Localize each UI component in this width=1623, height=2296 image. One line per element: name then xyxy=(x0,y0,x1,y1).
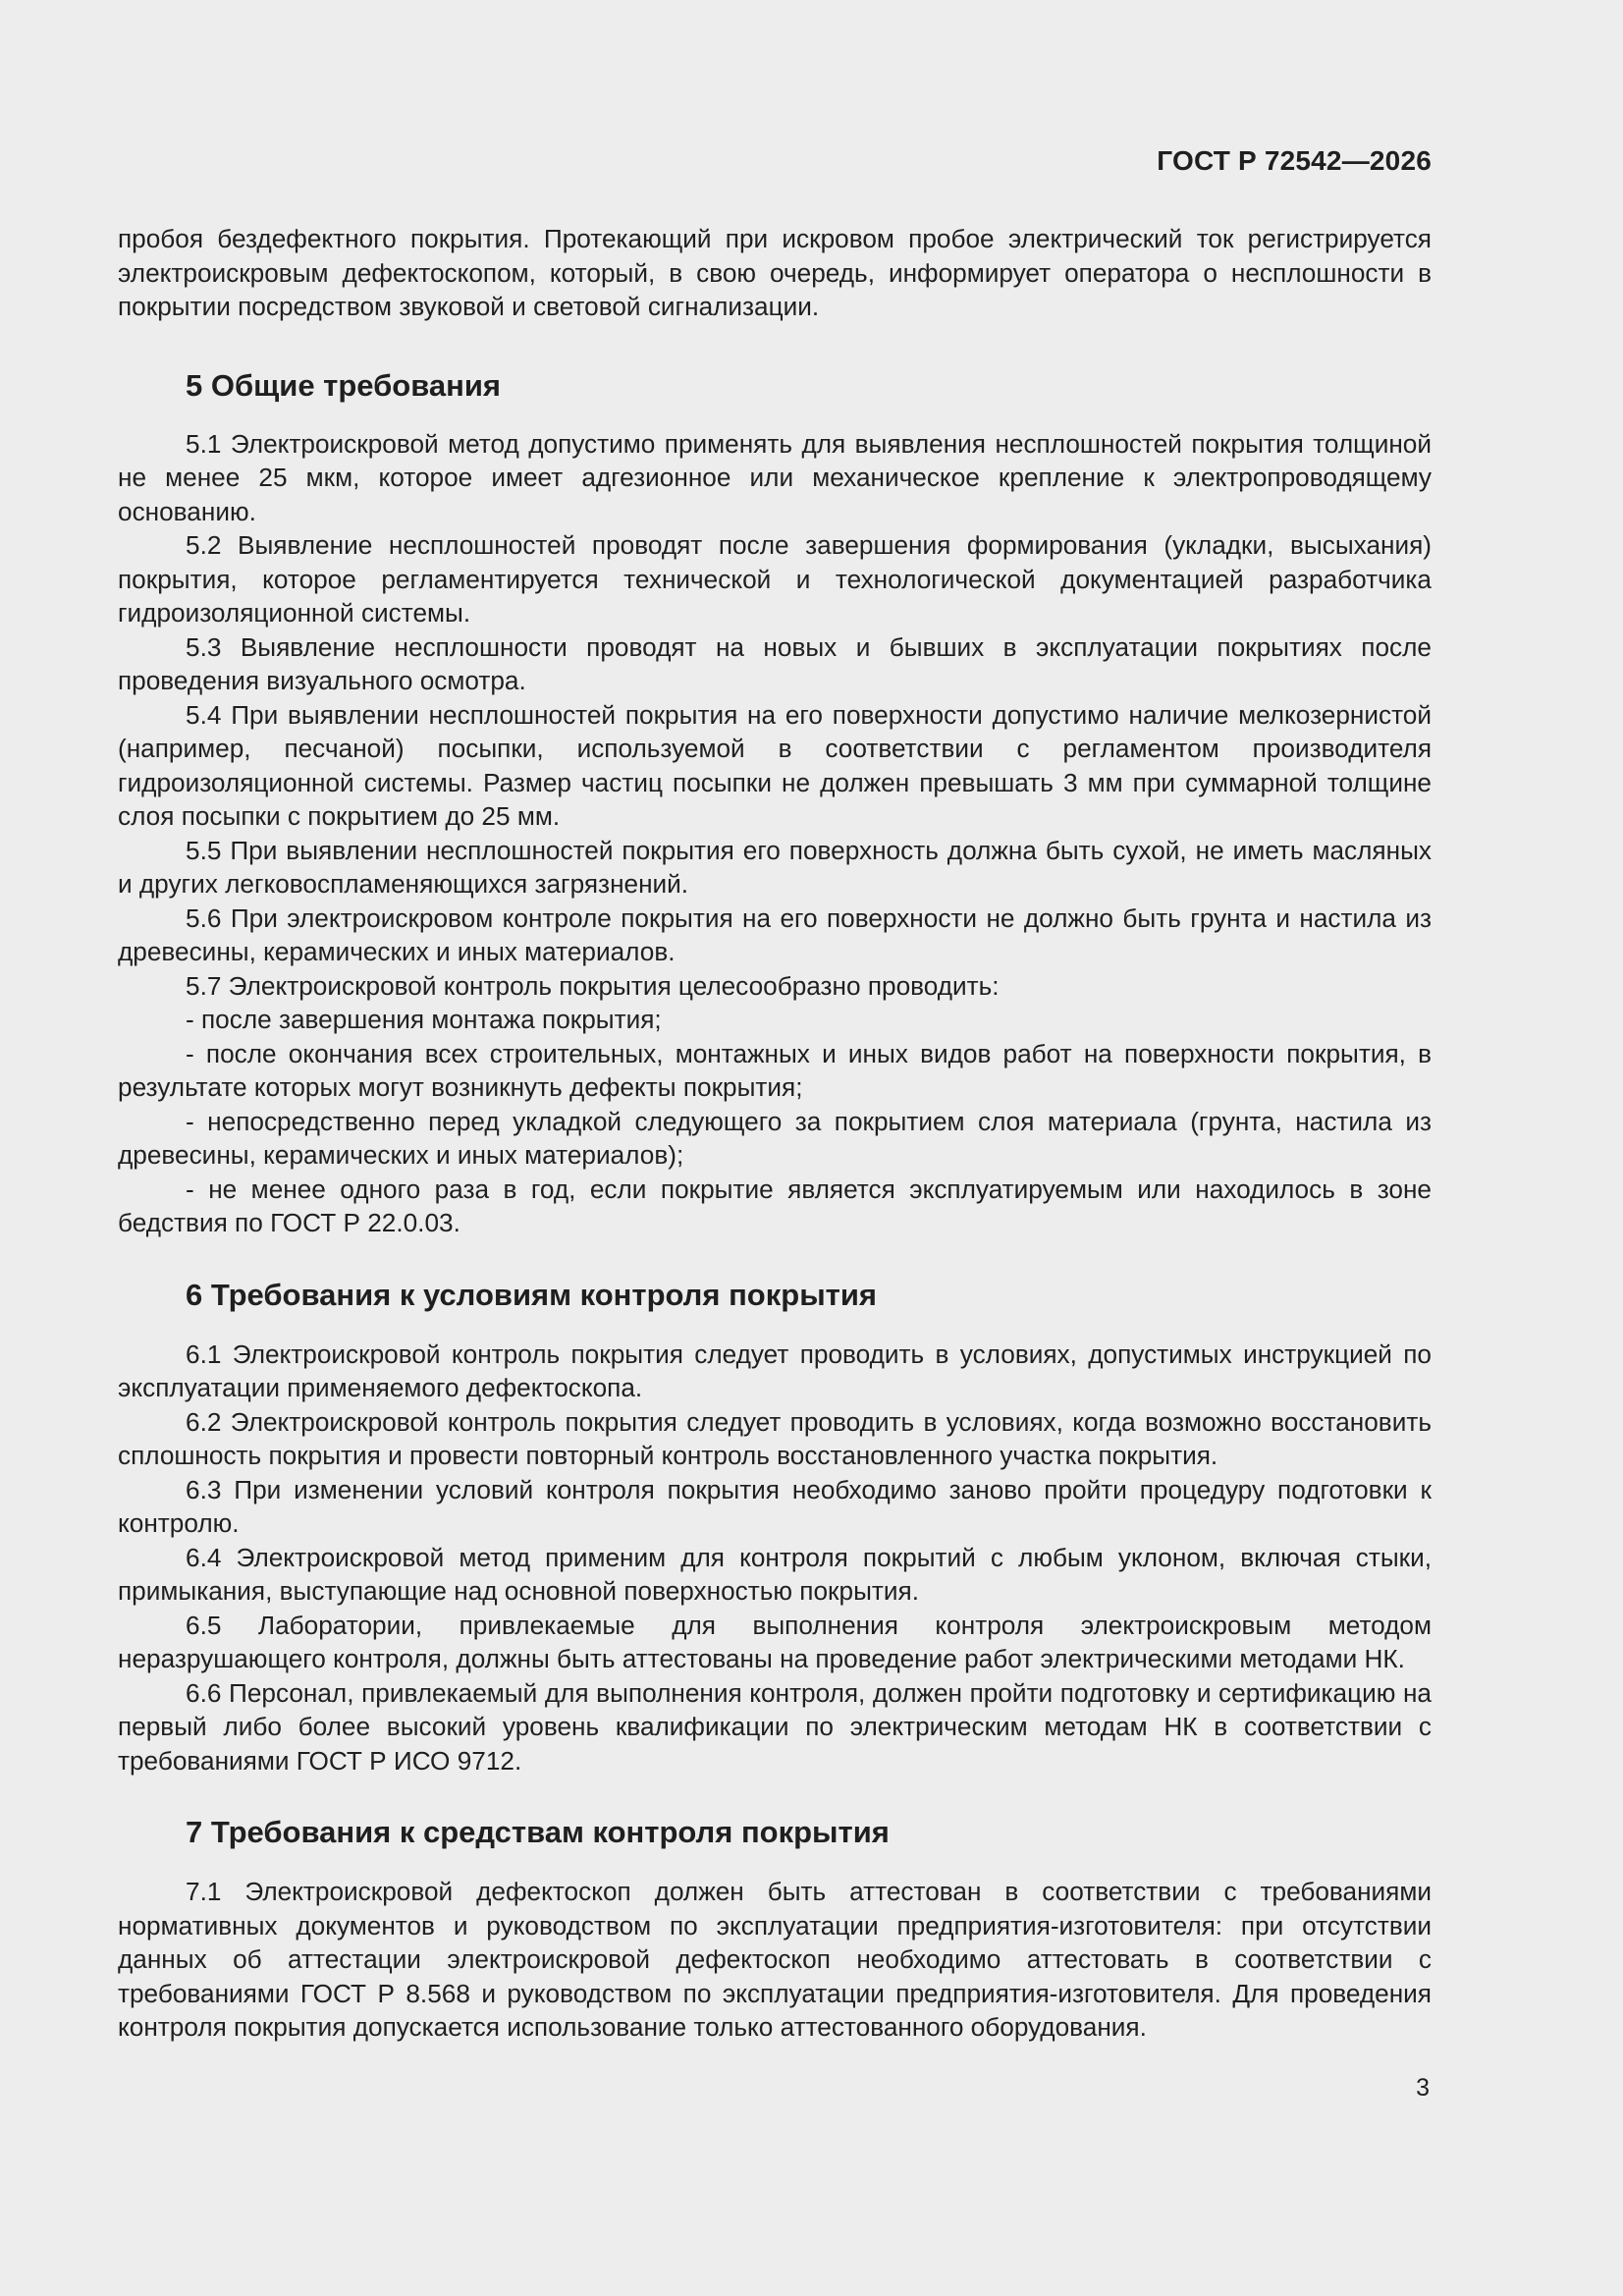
list-item: - не менее одного раза в год, если покрытие является эксплуатируемым или находилось в зоне бедствия по ГОСТ Р 22.0.03. xyxy=(118,1174,1432,1237)
intro-paragraph: пробоя бездефектного покрытия. Протекающий при искровом пробое электрический ток регистрируется электроискровым дефектоскопом, который, в свою очередь, информирует оператора о несплошности в покрытии посредством звуковой и световой сигнализации. xyxy=(118,224,1432,321)
clause-6-3: 6.3 При изменении условий контроля покрытия необходимо заново пройти процедуру подготовки к контролю. xyxy=(118,1474,1432,1538)
clause-6-6: 6.6 Персонал, привлекаемый для выполнения контроля, должен пройти подготовку и сертификацию на первый либо более высокий уровень квалификации по электрическим методам НК в соответствии с требованиями ГОСТ Р ИСО 9712. xyxy=(118,1677,1432,1776)
clause-7-1: 7.1 Электроискровой дефектоскоп должен быть аттестован в соответствии с требованиями нормативных документов и руководством по эксплуатации предприятия-изготовителя: при отсутствии данных об аттестации электроискровой дефектоскоп необходимо аттестовать в соответствии с требованиями ГОСТ Р 8.568 и руководством по эксплуатации предприятия-изготовителя. Для проведения контроля покрытия допускается использование только аттестованного оборудования. xyxy=(118,1877,1432,2042)
section-5-title: 5 Общие требования xyxy=(186,367,501,403)
clause-6-4: 6.4 Электроискровой метод применим для контроля покрытий с любым уклоном, включая стыки, примыкания, выступающие над основной поверхностью покрытия. xyxy=(118,1542,1432,1606)
clause-5-3: 5.3 Выявление несплошности проводят на новых и бывших в эксплуатации покрытиях после проведения визуального осмотра. xyxy=(118,631,1432,695)
clause-5-1: 5.1 Электроискровой метод допустимо применять для выявления несплошностей покрытия толщиной не менее 25 мкм, которое имеет адгезионное или механическое крепление к электропроводящему основанию. xyxy=(118,428,1432,526)
section-6-title: 6 Требования к условиям контроля покрытия xyxy=(186,1277,877,1312)
clause-5-2: 5.2 Выявление несплошностей проводят после завершения формирования (укладки, высыхания) покрытия, которое регламентируется технической и технологической документацией разработчика гидроизоляционной системы. xyxy=(118,530,1432,628)
list-item: - после завершения монтажа покрытия; xyxy=(186,1005,662,1034)
clause-6-5: 6.5 Лаборатории, привлекаемые для выполнения контроля электроискровым методом неразрушающего контроля, должны быть аттестованы на проведение работ электрическими методами НК. xyxy=(118,1610,1432,1673)
clause-5-5: 5.5 При выявлении несплошностей покрытия его поверхность должна быть сухой, не иметь масляных и других легковоспламеняющихся загрязнений. xyxy=(118,835,1432,899)
clause-5-4: 5.4 При выявлении несплошностей покрытия на его поверхности допустимо наличие мелкозернистой (например, песчаной) посыпки, используемой в соответствии с регламентом производителя гидроизоляционной системы. Размер частиц посыпки не должен превышать 3 мм при суммарной толщине слоя посыпки с покрытием до 25 мм. xyxy=(118,699,1432,831)
clause-5-6: 5.6 При электроискровом контроле покрытия на его поверхности не должно быть грунта и настила из древесины, керамических и иных материалов. xyxy=(118,902,1432,966)
page-content xyxy=(118,222,1432,2045)
section-7-title: 7 Требования к средствам контроля покрытия xyxy=(186,1815,890,1849)
list-item: - после окончания всех строительных, монтажных и иных видов работ на поверхности покрытия, в результате которых могут возникнуть дефекты покрытия; xyxy=(118,1038,1432,1102)
clause-5-7: 5.7 Электроискровой контроль покрытия целесообразно проводить: xyxy=(186,970,1000,1001)
clause-6-2: 6.2 Электроискровой контроль покрытия следует проводить в условиях, когда возможно восстановить сплошность покрытия и провести повторный контроль восстановленного участка покрытия. xyxy=(118,1406,1432,1470)
page-number: 3 xyxy=(1416,2074,1430,2102)
list-item: - непосредственно перед укладкой следующего за покрытием слоя материала (грунта, настила из древесины, керамических и иных материалов); xyxy=(118,1106,1432,1170)
clause-6-1: 6.1 Электроискровой контроль покрытия следует проводить в условиях, допустимых инструкцией по эксплуатации применяемого дефектоскопа. xyxy=(118,1339,1432,1402)
document-code: ГОСТ Р 72542—2026 xyxy=(1157,145,1432,176)
